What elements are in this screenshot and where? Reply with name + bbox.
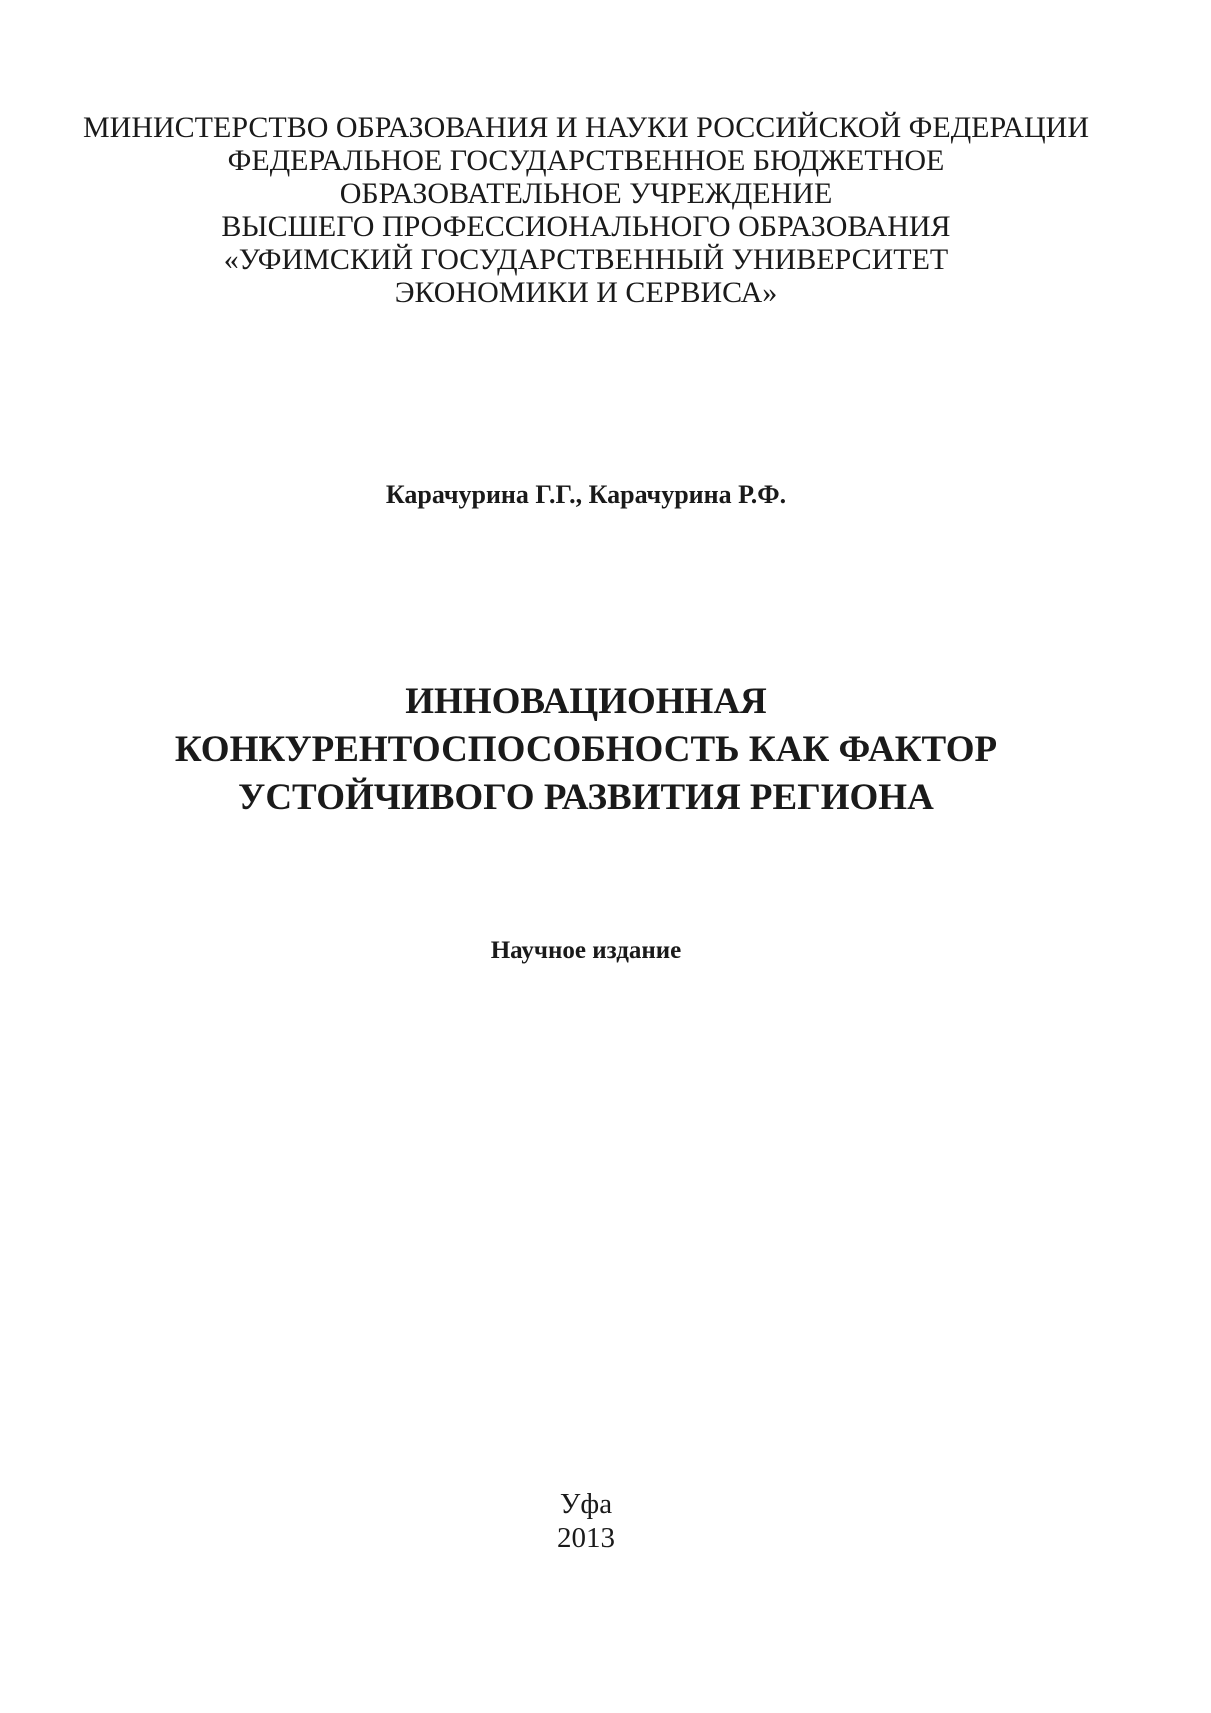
institution-line: ОБРАЗОВАТЕЛЬНОЕ УЧРЕЖДЕНИЕ — [339, 177, 833, 210]
book-title-line: ИННОВАЦИОННАЯ — [405, 681, 767, 722]
institution-line: МИНИСТЕРСТВО ОБРАЗОВАНИЯ И НАУКИ РОССИЙСКОЙ ФЕДЕРАЦИИ — [83, 111, 1089, 144]
institution-line: ЭКОНОМИКИ И СЕРВИСА» — [394, 276, 778, 309]
imprint-city: Уфа — [559, 1488, 613, 1520]
book-title-line: УСТОЙЧИВОГО РАЗВИТИЯ РЕГИОНА — [238, 777, 934, 818]
book-title — [0, 678, 1172, 822]
institution-line: «УФИМСКИЙ ГОСУДАРСТВЕННЫЙ УНИВЕРСИТЕТ — [223, 243, 949, 276]
authors: Карачурина Г.Г., Карачурина Р.Ф. — [385, 480, 787, 509]
institution-line: ФЕДЕРАЛЬНОЕ ГОСУДАРСТВЕННОЕ БЮДЖЕТНОЕ — [227, 144, 945, 177]
book-title-line: КОНКУРЕНТОСПОСОБНОСТЬ КАК ФАКТОР — [174, 729, 998, 770]
imprint — [0, 1487, 1172, 1555]
imprint-year: 2013 — [557, 1522, 615, 1554]
institution-header — [0, 111, 1172, 309]
publication-type: Научное издание — [490, 937, 682, 964]
institution-line: ВЫСШЕГО ПРОФЕССИОНАЛЬНОГО ОБРАЗОВАНИЯ — [221, 210, 951, 243]
